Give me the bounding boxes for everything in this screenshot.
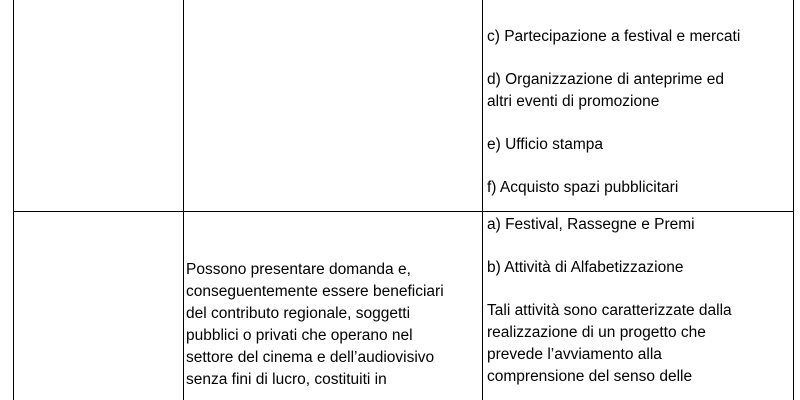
- activity-item-b: b) Attività di Alfabetizzazione: [487, 259, 684, 276]
- table-border-left: [13, 0, 14, 400]
- activity-item-c: c) Partecipazione a festival e mercati: [487, 28, 741, 45]
- table-border-right: [793, 0, 794, 400]
- activity-description-line: Tali attività sono caratterizzate dalla: [487, 302, 732, 319]
- eligibility-line: del contributo regionale, soggetti: [186, 305, 411, 322]
- eligibility-line: conseguentemente essere beneficiari: [186, 283, 444, 300]
- activity-description-line: prevede l’avviamento alla: [487, 346, 662, 363]
- activity-item-d-line1: d) Organizzazione di anteprime ed: [487, 71, 724, 88]
- activity-item-d-line2: altri eventi di promozione: [487, 93, 660, 110]
- table-column-divider-2: [482, 0, 483, 400]
- eligibility-line: settore del cinema e dell’audiovisivo: [186, 349, 435, 366]
- activity-description-line: comprensione del senso delle: [487, 368, 693, 385]
- activity-item-e: e) Ufficio stampa: [487, 136, 604, 153]
- eligibility-line: Possono presentare domanda e,: [186, 261, 411, 278]
- activity-item-a: a) Festival, Rassegne e Premi: [487, 216, 695, 233]
- eligibility-line: senza fini di lucro, costituiti in: [186, 371, 387, 388]
- table-column-divider-1: [183, 0, 184, 400]
- row2-eligibility-cell: [186, 259, 444, 391]
- activity-item-f: f) Acquisto spazi pubblicitari: [487, 179, 679, 196]
- activity-description-line: realizzazione di un progetto che: [487, 324, 706, 341]
- row2-activities-cell: [487, 214, 732, 388]
- table-row-divider: [13, 211, 794, 212]
- row1-activities-cell: [487, 26, 740, 199]
- eligibility-line: pubblici o privati che operano nel: [186, 327, 413, 344]
